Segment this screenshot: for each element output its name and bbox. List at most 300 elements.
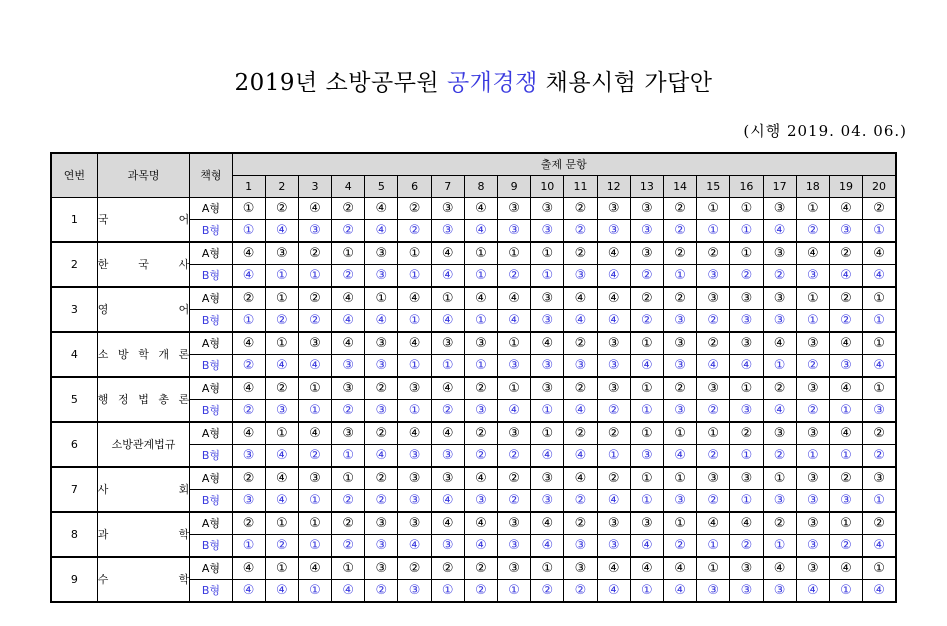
booklet-type-b: B형 [190, 355, 232, 378]
booklet-type-a: A형 [190, 242, 232, 265]
answer-b-q6: ③ [398, 490, 431, 513]
answer-b-q14: ③ [663, 400, 696, 423]
answer-a-q2: ② [265, 377, 298, 400]
answer-a-q2: ③ [265, 242, 298, 265]
answer-a-q4: ① [332, 242, 365, 265]
answer-b-q14: ③ [663, 355, 696, 378]
title-part2: 채용시험 가답안 [537, 70, 713, 96]
answer-a-q17: ② [763, 377, 796, 400]
answer-a-q3: ④ [298, 557, 331, 580]
answer-b-q4: ③ [332, 355, 365, 378]
question-number-11: 11 [564, 176, 597, 198]
answer-b-q18: ④ [796, 580, 829, 603]
answer-b-q6: ② [398, 220, 431, 243]
question-number-18: 18 [796, 176, 829, 198]
booklet-type-b: B형 [190, 535, 232, 558]
subject-name [97, 332, 190, 377]
answer-b-q2: ① [265, 265, 298, 288]
answer-a-q2: ① [265, 557, 298, 580]
answer-a-q13: ③ [630, 198, 663, 220]
answer-b-q1: ④ [232, 580, 265, 603]
answer-b-q13: ① [630, 580, 663, 603]
subject-name-part: 학 [178, 572, 190, 586]
answer-a-q8: ② [464, 377, 497, 400]
answer-a-q11: ② [564, 422, 597, 445]
header-number: 연번 [51, 153, 97, 198]
answer-a-q15: ③ [697, 467, 730, 490]
answer-b-q1: ③ [232, 490, 265, 513]
subject-name [97, 467, 190, 512]
answer-a-q9: ② [498, 467, 531, 490]
answer-a-q4: ② [332, 512, 365, 535]
answer-b-q5: ③ [365, 400, 398, 423]
answer-b-q18: ③ [796, 265, 829, 288]
answer-a-q18: ③ [796, 467, 829, 490]
subject-name-part: 법 [138, 392, 149, 406]
answer-b-q17: ③ [763, 580, 796, 603]
answer-a-q3: ② [298, 242, 331, 265]
answer-a-q12: ② [597, 467, 630, 490]
answer-b-q16: ② [730, 535, 763, 558]
booklet-type-b: B형 [190, 220, 232, 243]
answer-a-q15: ① [697, 557, 730, 580]
answer-a-q18: ① [796, 287, 829, 310]
answer-a-q13: ③ [630, 512, 663, 535]
answer-b-q3: ② [298, 445, 331, 468]
answer-a-q3: ① [298, 512, 331, 535]
answer-b-q19: ④ [829, 265, 862, 288]
answer-b-q9: ③ [498, 535, 531, 558]
answer-b-q11: ② [564, 490, 597, 513]
answer-a-q8: ④ [464, 198, 497, 220]
answer-b-q3: ③ [298, 220, 331, 243]
subject-number: 8 [51, 512, 97, 557]
answer-a-q5: ② [365, 422, 398, 445]
answer-a-q7: ④ [431, 377, 464, 400]
answer-a-q5: ③ [365, 512, 398, 535]
answer-b-q11: ④ [564, 445, 597, 468]
booklet-type-b: B형 [190, 400, 232, 423]
answer-b-q6: ① [398, 355, 431, 378]
answer-b-q1: ② [232, 400, 265, 423]
answer-b-q12: ③ [597, 220, 630, 243]
answer-a-q12: ④ [597, 242, 630, 265]
answer-b-q8: ① [464, 265, 497, 288]
answer-b-q2: ② [265, 310, 298, 333]
answer-a-q1: ② [232, 512, 265, 535]
answer-b-q7: ③ [431, 220, 464, 243]
answer-a-q7: ④ [431, 422, 464, 445]
answer-a-q16: ① [730, 242, 763, 265]
answer-b-q7: ④ [431, 265, 464, 288]
answer-a-q6: ② [398, 198, 431, 220]
answer-b-q17: ② [763, 445, 796, 468]
answer-a-q18: ③ [796, 422, 829, 445]
answer-b-q17: ③ [763, 490, 796, 513]
answer-a-q18: ③ [796, 557, 829, 580]
question-number-5: 5 [365, 176, 398, 198]
answer-b-q6: ④ [398, 535, 431, 558]
answer-a-q16: ③ [730, 557, 763, 580]
answer-b-q2: ④ [265, 490, 298, 513]
question-number-9: 9 [498, 176, 531, 198]
subject-name-part: 어 [178, 212, 190, 226]
answer-b-q15: ② [697, 490, 730, 513]
answer-b-q20: ③ [863, 400, 896, 423]
answer-a-q10: ③ [531, 287, 564, 310]
answer-a-q1: ② [232, 467, 265, 490]
subject-name-part: 방 [117, 347, 129, 361]
answer-b-q11: ④ [564, 400, 597, 423]
subject-number: 4 [51, 332, 97, 377]
answer-b-q15: ② [697, 400, 730, 423]
subject-name-part: 총 [158, 392, 170, 406]
subject-name-part: 학 [138, 347, 149, 361]
answer-a-q16: ④ [730, 512, 763, 535]
answer-b-q7: ① [431, 580, 464, 603]
answer-b-q19: ③ [829, 355, 862, 378]
question-number-6: 6 [398, 176, 431, 198]
table-row [51, 198, 896, 220]
answer-b-q14: ① [663, 265, 696, 288]
subject-name-part: 사 [178, 257, 190, 271]
answer-a-q12: ③ [597, 332, 630, 355]
question-number-3: 3 [298, 176, 331, 198]
table-row [51, 422, 896, 445]
answer-b-q3: ① [298, 490, 331, 513]
answer-b-q19: ① [829, 400, 862, 423]
table-row [51, 242, 896, 265]
answer-a-q10: ④ [531, 512, 564, 535]
answer-b-q7: ③ [431, 535, 464, 558]
answer-b-q1: ① [232, 310, 265, 333]
answer-b-q9: ④ [498, 310, 531, 333]
subject-name [97, 287, 190, 332]
answer-a-q7: ② [431, 557, 464, 580]
answer-b-q17: ④ [763, 400, 796, 423]
answer-b-q7: ① [431, 355, 464, 378]
answer-a-q14: ① [663, 512, 696, 535]
answer-b-q7: ③ [431, 445, 464, 468]
answer-a-q7: ④ [431, 242, 464, 265]
answer-a-q3: ④ [298, 422, 331, 445]
answer-b-q12: ③ [597, 355, 630, 378]
answer-b-q19: ① [829, 445, 862, 468]
answer-a-q1: ② [232, 287, 265, 310]
header-booklet: 책형 [190, 153, 232, 198]
answer-b-q9: ② [498, 265, 531, 288]
answer-b-q3: ① [298, 400, 331, 423]
answer-a-q14: ① [663, 422, 696, 445]
question-number-7: 7 [431, 176, 464, 198]
answer-a-q1: ④ [232, 422, 265, 445]
page-title [0, 64, 947, 97]
answer-b-q13: ④ [630, 535, 663, 558]
answer-b-q16: ① [730, 220, 763, 243]
answer-a-q10: ① [531, 422, 564, 445]
answer-a-q17: ③ [763, 242, 796, 265]
subject-number: 3 [51, 287, 97, 332]
answer-a-q3: ③ [298, 332, 331, 355]
answer-b-q5: ② [365, 490, 398, 513]
answer-b-q4: ② [332, 265, 365, 288]
answer-a-q5: ② [365, 377, 398, 400]
answer-a-q9: ③ [498, 422, 531, 445]
answer-a-q20: ② [863, 512, 896, 535]
answer-b-q14: ③ [663, 310, 696, 333]
answer-b-q6: ① [398, 310, 431, 333]
answer-a-q11: ② [564, 198, 597, 220]
answer-b-q16: ③ [730, 580, 763, 603]
subject-name [97, 512, 190, 557]
table-row [51, 332, 896, 355]
answer-b-q1: ② [232, 355, 265, 378]
answer-b-q3: ② [298, 310, 331, 333]
answer-b-q12: ④ [597, 265, 630, 288]
answer-b-q18: ② [796, 355, 829, 378]
answer-b-q9: ② [498, 445, 531, 468]
answer-b-q2: ② [265, 535, 298, 558]
answer-a-q16: ③ [730, 332, 763, 355]
answer-a-q20: ② [863, 198, 896, 220]
answer-b-q5: ③ [365, 265, 398, 288]
answer-a-q8: ② [464, 557, 497, 580]
answer-a-q16: ③ [730, 287, 763, 310]
answer-a-q20: ④ [863, 242, 896, 265]
answer-a-q2: ① [265, 287, 298, 310]
answer-a-q14: ③ [663, 332, 696, 355]
answer-a-q17: ③ [763, 198, 796, 220]
answer-a-q17: ② [763, 512, 796, 535]
answer-b-q3: ① [298, 580, 331, 603]
booklet-type-a: A형 [190, 332, 232, 355]
answer-b-q8: ② [464, 580, 497, 603]
answer-a-q20: ① [863, 287, 896, 310]
subject-name-part: 국 [138, 257, 149, 271]
answer-b-q6: ③ [398, 445, 431, 468]
answer-a-q13: ① [630, 377, 663, 400]
answer-b-q11: ③ [564, 265, 597, 288]
answer-a-q16: ① [730, 377, 763, 400]
answer-b-q7: ② [431, 400, 464, 423]
answer-a-q18: ④ [796, 242, 829, 265]
answer-b-q19: ③ [829, 220, 862, 243]
answer-b-q5: ④ [365, 445, 398, 468]
answer-a-q10: ① [531, 242, 564, 265]
answer-b-q20: ① [863, 490, 896, 513]
answer-b-q16: ② [730, 265, 763, 288]
answer-a-q9: ③ [498, 512, 531, 535]
answer-a-q17: ① [763, 467, 796, 490]
answer-a-q15: ③ [697, 287, 730, 310]
answer-b-q10: ③ [531, 220, 564, 243]
answer-b-q4: ② [332, 220, 365, 243]
answer-b-q9: ② [498, 490, 531, 513]
answer-a-q15: ② [697, 242, 730, 265]
answer-b-q9: ③ [498, 220, 531, 243]
subject-name-part: 회 [178, 482, 190, 496]
subject-number: 5 [51, 377, 97, 422]
answer-a-q19: ④ [829, 198, 862, 220]
answer-a-q2: ① [265, 422, 298, 445]
booklet-type-b: B형 [190, 580, 232, 603]
subject-number: 2 [51, 242, 97, 287]
booklet-type-b: B형 [190, 265, 232, 288]
answer-b-q10: ① [531, 265, 564, 288]
answer-a-q4: ① [332, 467, 365, 490]
answer-a-q13: ① [630, 467, 663, 490]
answer-a-q16: ② [730, 422, 763, 445]
answer-a-q6: ④ [398, 422, 431, 445]
answer-a-q11: ③ [564, 557, 597, 580]
answer-b-q13: ① [630, 490, 663, 513]
subject-name [97, 377, 190, 422]
answer-b-q1: ① [232, 220, 265, 243]
answer-b-q10: ① [531, 400, 564, 423]
booklet-type-a: A형 [190, 422, 232, 445]
answer-b-q20: ④ [863, 580, 896, 603]
answer-a-q6: ③ [398, 512, 431, 535]
answer-a-q19: ② [829, 287, 862, 310]
answer-b-q17: ① [763, 535, 796, 558]
answer-b-q8: ① [464, 310, 497, 333]
title-highlight: 공개경쟁 [446, 70, 538, 96]
answer-b-q17: ③ [763, 310, 796, 333]
answer-b-q10: ② [531, 580, 564, 603]
answer-a-q12: ③ [597, 512, 630, 535]
answer-b-q9: ① [498, 580, 531, 603]
answer-a-q8: ④ [464, 287, 497, 310]
answer-a-q19: ④ [829, 332, 862, 355]
answer-b-q8: ③ [464, 490, 497, 513]
answer-a-q12: ② [597, 422, 630, 445]
answer-b-q16: ③ [730, 400, 763, 423]
booklet-type-a: A형 [190, 377, 232, 400]
question-number-20: 20 [863, 176, 896, 198]
answer-a-q19: ④ [829, 377, 862, 400]
answer-b-q19: ② [829, 535, 862, 558]
answer-b-q9: ③ [498, 355, 531, 378]
answer-b-q10: ③ [531, 355, 564, 378]
subject-name-part: 정 [117, 392, 129, 406]
answer-b-q12: ③ [597, 535, 630, 558]
question-number-19: 19 [829, 176, 862, 198]
answer-a-q5: ③ [365, 557, 398, 580]
answer-b-q5: ② [365, 580, 398, 603]
answer-b-q19: ② [829, 310, 862, 333]
answer-b-q12: ④ [597, 490, 630, 513]
answer-b-q3: ④ [298, 355, 331, 378]
answer-a-q6: ④ [398, 287, 431, 310]
answer-a-q11: ④ [564, 287, 597, 310]
answer-b-q18: ③ [796, 535, 829, 558]
booklet-type-a: A형 [190, 198, 232, 220]
answer-table [50, 152, 897, 603]
answer-a-q4: ③ [332, 377, 365, 400]
answer-b-q4: ④ [332, 580, 365, 603]
answer-a-q15: ① [697, 422, 730, 445]
answer-a-q12: ③ [597, 377, 630, 400]
answer-b-q14: ④ [663, 445, 696, 468]
answer-b-q4: ④ [332, 310, 365, 333]
answer-b-q4: ① [332, 445, 365, 468]
answer-a-q16: ③ [730, 467, 763, 490]
answer-b-q1: ① [232, 535, 265, 558]
question-number-8: 8 [464, 176, 497, 198]
answer-b-q5: ④ [365, 310, 398, 333]
question-number-10: 10 [531, 176, 564, 198]
answer-a-q13: ① [630, 332, 663, 355]
answer-b-q20: ④ [863, 265, 896, 288]
answer-a-q4: ③ [332, 422, 365, 445]
answer-b-q2: ④ [265, 580, 298, 603]
answer-a-q1: ④ [232, 332, 265, 355]
answer-b-q18: ① [796, 310, 829, 333]
answer-b-q15: ② [697, 445, 730, 468]
answer-b-q18: ③ [796, 490, 829, 513]
answer-a-q15: ① [697, 198, 730, 220]
answer-a-q7: ④ [431, 512, 464, 535]
answer-b-q12: ① [597, 445, 630, 468]
question-number-1: 1 [232, 176, 265, 198]
answer-b-q7: ④ [431, 490, 464, 513]
booklet-type-b: B형 [190, 490, 232, 513]
answer-b-q11: ④ [564, 310, 597, 333]
answer-b-q14: ② [663, 535, 696, 558]
answer-a-q10: ③ [531, 198, 564, 220]
answer-b-q14: ③ [663, 490, 696, 513]
table-row [51, 377, 896, 400]
answer-b-q1: ④ [232, 265, 265, 288]
answer-b-q15: ③ [697, 265, 730, 288]
answer-a-q5: ④ [365, 198, 398, 220]
answer-a-q18: ③ [796, 332, 829, 355]
booklet-type-a: A형 [190, 557, 232, 580]
answer-b-q20: ① [863, 220, 896, 243]
answer-b-q13: ③ [630, 220, 663, 243]
answer-a-q8: ③ [464, 332, 497, 355]
subject-number: 9 [51, 557, 97, 602]
question-number-16: 16 [730, 176, 763, 198]
answer-b-q20: ② [863, 445, 896, 468]
answer-b-q10: ③ [531, 310, 564, 333]
answer-b-q19: ① [829, 580, 862, 603]
answer-b-q20: ④ [863, 355, 896, 378]
answer-a-q1: ④ [232, 377, 265, 400]
answer-b-q15: ③ [697, 580, 730, 603]
question-number-4: 4 [332, 176, 365, 198]
answer-b-q20: ④ [863, 535, 896, 558]
answer-a-q7: ③ [431, 198, 464, 220]
answer-b-q1: ③ [232, 445, 265, 468]
answer-a-q8: ① [464, 242, 497, 265]
answer-b-q7: ④ [431, 310, 464, 333]
answer-b-q11: ③ [564, 535, 597, 558]
subject-name-part: 영 [97, 302, 109, 316]
booklet-type-b: B형 [190, 445, 232, 468]
answer-a-q9: ① [498, 377, 531, 400]
answer-b-q5: ③ [365, 535, 398, 558]
question-number-14: 14 [663, 176, 696, 198]
answer-a-q12: ④ [597, 557, 630, 580]
answer-a-q10: ① [531, 557, 564, 580]
answer-b-q19: ③ [829, 490, 862, 513]
answer-b-q13: ② [630, 265, 663, 288]
booklet-type-a: A형 [190, 287, 232, 310]
answer-a-q6: ① [398, 242, 431, 265]
subject-name [97, 198, 190, 243]
answer-a-q1: ④ [232, 557, 265, 580]
